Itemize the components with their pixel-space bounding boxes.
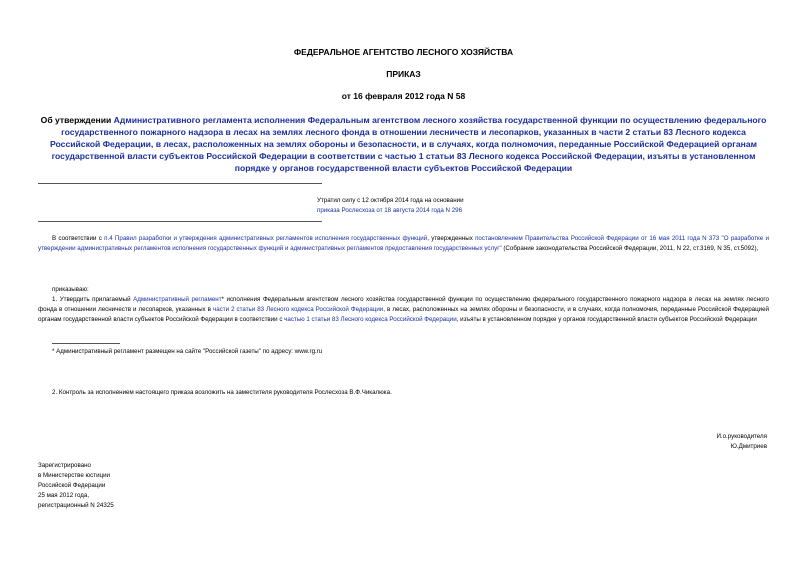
divider-line: [38, 183, 322, 184]
status-line: Утратил силу с 12 октября 2014 года на основании: [317, 197, 464, 204]
registration-block: [38, 461, 114, 511]
item-text: , в лесах, расположенных на землях обороны и безопасности, и в случаях, когда полномочия, переданные Российской Федерацией органам государственной власти субъектов Российской Федерации в соответствии с: [38, 306, 769, 323]
order-word: приказываю:: [52, 286, 89, 293]
status-repeal-link[interactable]: приказа Рослесхоза от 18 августа 2014 года N 296: [317, 207, 463, 214]
preamble-text: (Собрание законодательства Российской Федерации, 2011, N 22, ст.3169, N 35, ст.5092),: [501, 245, 759, 252]
forest-code-link[interactable]: частью 1 статьи 83 Лесного кодекса Российской Федерации: [284, 316, 457, 323]
regulation-link[interactable]: Административный регламент: [133, 296, 222, 303]
registration-number: регистрационный N 24325: [38, 502, 114, 509]
footnote-divider: [52, 343, 120, 344]
government-decree-link[interactable]: постановлением Правительства Российской Федерации от 16 мая 2011 года N 373 "О разработке и утверждении административных регламентов исполнения государственных функций и административных регламентов предоставления государственных услуг": [38, 235, 769, 252]
registration-line: Российской Федерации: [38, 482, 106, 489]
registration-line: Зарегистрировано: [38, 462, 91, 469]
status-note: [317, 196, 617, 216]
rules-link[interactable]: п.4 Правил разработки и утверждения административных регламентов исполнения государственных функций: [104, 235, 428, 242]
signatory-role: И.о.руководителя: [716, 433, 767, 440]
preamble-paragraph: [38, 234, 769, 254]
divider-line: [38, 221, 322, 222]
title-prefix: Об утверждении: [40, 115, 114, 125]
item-2-paragraph: 2. Контроль за исполнением настоящего приказа возложить на заместителя руководителя Рослесхоза В.Ф.Чикалюка.: [52, 389, 392, 396]
preamble-text: В соответствии с: [52, 235, 105, 242]
title-regulation-link[interactable]: Административного регламента исполнения Федеральным агентством лесного хозяйства государственной функции по осуществлению федерального государственного пожарного надзора в лесах на землях лесного фонда в отношении лесничеств и лесопарков, указанных в части 2 статьи 83 Лесного кодекса Российской Федерации, в лесах, расположенных на землях обороны и безопасности, и в случаях, когда полномочия, переданные Российской Федерацией органам государственной власти субъектов Российской Федерации в соответствии с частью 1 статьи 83 Лесного кодекса Российской Федерации, изъяты в установленном порядке у органов государственной власти субъектов Российской Федерации: [50, 115, 767, 173]
footnote: * Административный регламент размещен на сайте "Российской газеты" по адресу: www.rg.ru: [52, 348, 323, 355]
forest-code-link[interactable]: части 2 статьи 83 Лесного кодекса Российской Федерации: [212, 306, 384, 313]
document-title: [40, 114, 767, 174]
agency-name: ФЕДЕРАЛЬНОЕ АГЕНТСТВО ЛЕСНОГО ХОЗЯЙСТВА: [293, 47, 514, 57]
item-text: * исполнения Федеральным агентством лесного хозяйства государственной функции по осуществлению федерального государственного пожарного надзора в лесах на землях лесного фонда в отношении лесничеств и лесопарков, указанных в: [38, 296, 769, 313]
item-1-paragraph: [38, 295, 769, 325]
registration-line: в Министерстве юстиции: [38, 472, 111, 479]
document-type: ПРИКАЗ: [386, 69, 421, 79]
signatory-name: Ю.Дмитриев: [730, 443, 767, 450]
registration-date: 25 мая 2012 года,: [38, 492, 90, 499]
preamble-text: , утвержденных: [427, 235, 476, 242]
document-date: от 16 февраля 2012 года N 58: [341, 91, 466, 101]
item-text: 1. Утвердить прилагаемый: [52, 296, 134, 303]
item-text: , изъяты в установленном порядке у органов государственной власти субъектов Российской Федерации: [456, 316, 757, 323]
signature-block: [716, 432, 767, 452]
